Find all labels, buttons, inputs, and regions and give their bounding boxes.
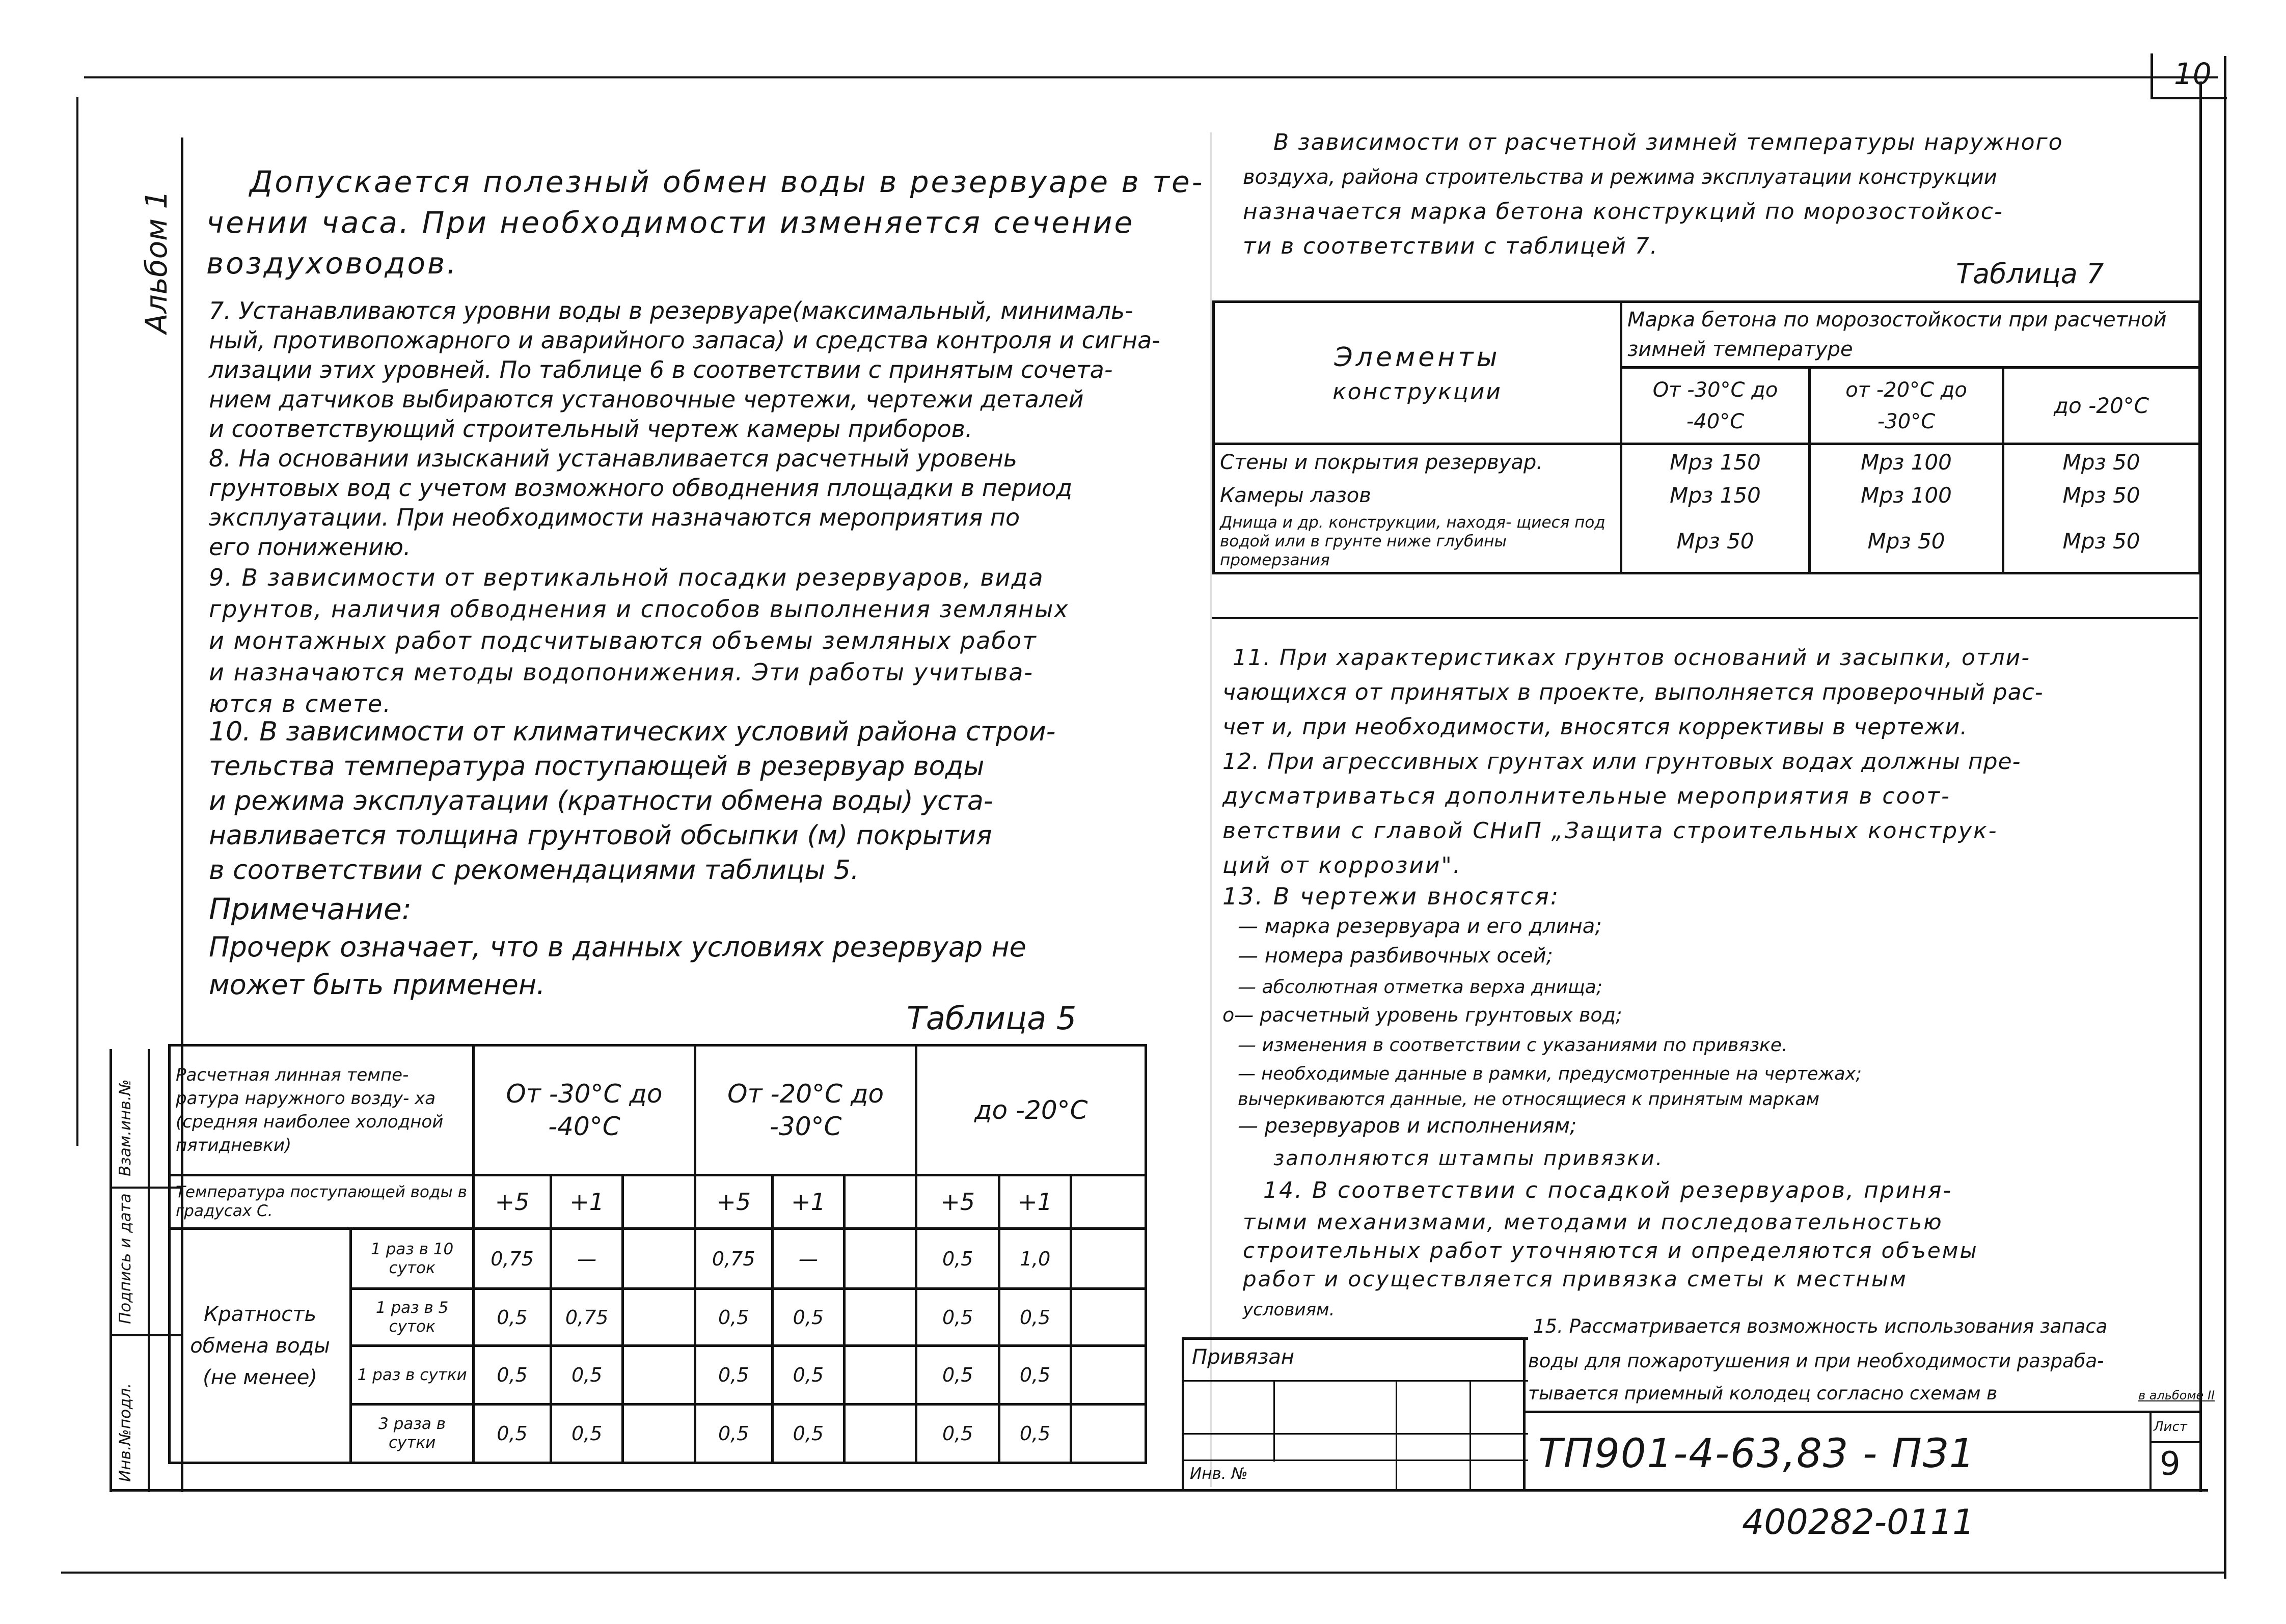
side-strip-left: [110, 1049, 112, 1492]
stamp-inner-v3: [1469, 1380, 1471, 1490]
table5-head-range: От -30°С до -40°С: [474, 1045, 695, 1175]
text-line: воздуха, района строительства и режима эксплуатации конструкции: [1243, 166, 1997, 189]
list-item: заполняются штампы привязки.: [1273, 1147, 1664, 1170]
text-line: воды для пожаротушения и при необходимости разраба-: [1528, 1350, 2104, 1372]
text-line: грунтов, наличия обводнения и способов выполнения земляных: [209, 595, 1069, 623]
table5-temp-label: Температура поступающей воды в градусах С.: [170, 1175, 474, 1229]
table5-cell: [1071, 1346, 1146, 1405]
table7-head-construction: конструкции: [1332, 378, 1502, 405]
table5-cell: 0,5: [916, 1229, 999, 1289]
stamp-bound-label: Привязан: [1192, 1345, 1295, 1369]
sheet-number: 9: [2160, 1445, 2181, 1483]
table5-row-label: 1 раз в сутки: [351, 1346, 474, 1405]
table7-cell: Мрз 50: [1810, 511, 2003, 573]
paragraph-13-title: 13. В чертежи вносятся:: [1222, 883, 1560, 910]
table5-temp-cell: +1: [551, 1175, 622, 1229]
table5-cell: 0,5: [474, 1289, 551, 1346]
table7-head-elements: Элементы: [1334, 342, 1501, 373]
table5-cell: 0,75: [695, 1229, 772, 1289]
table7-row-label: Днища и др. конструкции, находя- щиеся под водой или в грунте ниже глубины промерзания: [1214, 511, 1621, 573]
list-item: вычеркиваются данные, не относящиеся к принятым маркам: [1238, 1089, 1820, 1110]
table5-temp-cell: +5: [695, 1175, 772, 1229]
table7-cell: Мрз 100: [1810, 444, 2003, 480]
table5-temp-cell: +5: [916, 1175, 999, 1229]
table5-cell: 0,5: [999, 1346, 1071, 1405]
table7-cell: Мрз 150: [1621, 444, 1810, 480]
table7-head-top: Марка бетона по морозостойкости при расчетной зимней температуре: [1621, 302, 2200, 368]
text-line: и назначаются методы водопонижения. Эти работы учитыва-: [209, 658, 1034, 686]
list-item: — абсолютная отметка верха днища;: [1238, 977, 1602, 998]
table-row: [170, 1229, 1146, 1289]
table7-header-row: [1214, 302, 2200, 368]
stamp-inner-v2: [1396, 1380, 1397, 1490]
table5-cell: 0,5: [695, 1346, 772, 1405]
sheet-box-mid: [2149, 1441, 2200, 1443]
text-line: чет и, при необходимости, вносятся коррективы в чертежи.: [1222, 714, 1968, 740]
text-line: 10. В зависимости от климатических условий района строи-: [209, 717, 1056, 747]
table5-cell: [845, 1346, 916, 1405]
table5-cell: 0,5: [916, 1289, 999, 1346]
document-code: ТП901-4-63,83 - ПЗ1: [1538, 1431, 1976, 1477]
note-line: может быть применен.: [209, 969, 546, 1001]
table5-cell: [623, 1289, 695, 1346]
text-line: его понижению.: [209, 533, 411, 561]
table7-cell: Мрз 50: [2003, 511, 2200, 573]
text-line: назначается марка бетона конструкций по морозостойкос-: [1243, 199, 2003, 225]
sheet-box-left: [2149, 1411, 2152, 1490]
table5-cell: 0,5: [999, 1405, 1071, 1463]
table5-cell: 0,5: [474, 1346, 551, 1405]
table5-cell: 0,5: [551, 1405, 622, 1463]
table7-row-label: Стены и покрытия резервуар.: [1214, 444, 1621, 480]
text-line: ти в соответствии с таблицей 7.: [1243, 233, 1658, 259]
table7-cell: Мрз 150: [1621, 480, 1810, 511]
text-line: 12. При агрессивных грунтах или грунтовых водах должны пре-: [1222, 749, 2021, 775]
stamp-outer-left: [1182, 1337, 1184, 1490]
table5-cell: 0,75: [551, 1289, 622, 1346]
album-reference: в альбоме II: [2138, 1388, 2215, 1402]
page-corner-number: 10: [2174, 57, 2212, 91]
text-line: и монтажных работ подсчитываются объемы земляных работ: [209, 627, 1037, 654]
table5-head-label: Расчетная линная темпе- ратура наружного возду- ха (средняя наиболее холодной пятидневки): [170, 1045, 474, 1175]
table7-col-head: до -20°С: [2003, 368, 2200, 444]
table7-cell: Мрз 50: [2003, 444, 2200, 480]
table-5: [168, 1044, 1147, 1464]
table5-cell: [845, 1229, 916, 1289]
note-title: Примечание:: [209, 892, 412, 926]
table5-cell: 0,5: [695, 1289, 772, 1346]
table5-cell: 1,0: [999, 1229, 1071, 1289]
table5-cell: 0,5: [474, 1405, 551, 1463]
corner-box-left: [2151, 53, 2153, 99]
table5-temp-cell: [1071, 1175, 1146, 1229]
frame-right-line: [2224, 56, 2226, 1579]
table5-row-label: 1 раз в 5 суток: [351, 1289, 474, 1346]
side-col-replace-inv: Взам.инв.№: [116, 1079, 134, 1176]
table5-cell: 0,5: [772, 1289, 844, 1346]
text-line: 14. В соответствии с посадкой резервуаров, приня-: [1263, 1177, 1953, 1203]
table5-cell: [623, 1346, 695, 1405]
inner-frame-bottom: [110, 1489, 2208, 1492]
table7-cell: Мрз 50: [2003, 480, 2200, 511]
text-line: чающихся от принятых в проекте, выполняется проверочный рас-: [1222, 679, 2044, 705]
corner-box-bottom: [2151, 97, 2227, 99]
table5-cell: [1071, 1405, 1146, 1463]
side-strip-div-col: [148, 1049, 150, 1492]
text-line: ветствии с главой СНиП „Защита строительных конструк-: [1222, 818, 1998, 844]
album-label: Альбом 1: [139, 190, 174, 334]
table7-col-head: от -20°С до -30°С: [1810, 368, 2003, 444]
table5-rate-label: Кратность обмена воды (не менее): [170, 1229, 351, 1463]
frame-top-line: [84, 76, 2218, 78]
table5-cell: 0,5: [916, 1346, 999, 1405]
text-line: ций от коррозии".: [1222, 852, 1462, 878]
table5-row-label: 1 раз в 10 суток: [351, 1229, 474, 1289]
text-line: дусматриваться дополнительные мероприятия в соот-: [1222, 783, 1951, 809]
table5-temp-cell: [623, 1175, 695, 1229]
table5-temp-cell: +5: [474, 1175, 551, 1229]
text-line: работ и осуществляется привязка сметы к местным: [1243, 1267, 1908, 1291]
text-line: навливается толщина грунтовой обсыпки (м) покрытия: [209, 820, 992, 851]
table5-cell: 0,75: [474, 1229, 551, 1289]
table5-temp-cell: +1: [999, 1175, 1071, 1229]
text-line: 11. При характеристиках грунтов оснований и засыпки, отли-: [1233, 645, 2031, 671]
table7-underline: [1212, 617, 2198, 619]
text-line: и соответствующий строительный чертеж камеры приборов.: [209, 415, 973, 443]
table5-cell: 0,5: [772, 1346, 844, 1405]
text-line: тельства температура поступающей в резервуар воды: [209, 751, 985, 782]
frame-left-line: [76, 97, 78, 1146]
table5-cell: 0,5: [551, 1346, 622, 1405]
list-item: — марка резервуара и его длина;: [1238, 915, 1602, 938]
side-col-sign-date: Подпись и дата: [116, 1193, 134, 1324]
table5-cell: 0,5: [999, 1289, 1071, 1346]
column-divider: [1210, 132, 1212, 1487]
table5-cell: —: [772, 1229, 844, 1289]
list-item: о— расчетный уровень грунтовых вод;: [1222, 1004, 1622, 1026]
text-line: 15. Рассматривается возможность использования запаса: [1533, 1315, 2108, 1337]
stamp-col-divider: [1523, 1337, 1526, 1490]
text-line: грунтовых вод с учетом возможного обводнения площадки в период: [209, 474, 1073, 502]
table5-cell: 0,5: [772, 1405, 844, 1463]
table5-cell: 0,5: [916, 1405, 999, 1463]
stamp-row-3: [1182, 1433, 1528, 1435]
text-line: в соответствии с рекомендациями таблицы 5.: [209, 855, 859, 886]
inventory-number: 400282-01: [1742, 1502, 1931, 1543]
list-item: — номера разбивочных осей;: [1238, 944, 1553, 968]
stamp-row-4: [1182, 1460, 1528, 1461]
text-line: тыми механизмами, методами и последовательностью: [1243, 1209, 1943, 1234]
text-line: Допускается полезный обмен воды в резервуаре в те-: [250, 164, 1205, 199]
text-line: условиям.: [1243, 1300, 1335, 1320]
sheet-label: Лист: [2154, 1419, 2187, 1435]
text-line: ный, противопожарного и аварийного запаса) и средства контроля и сигна-: [209, 326, 1160, 354]
text-line: нием датчиков выбираются установочные чертежи, чертежи деталей: [209, 386, 1084, 413]
note-line: Прочерк означает, что в данных условиях резервуар не: [209, 931, 1026, 963]
table5-cell: [845, 1289, 916, 1346]
text-line: воздуховодов.: [206, 246, 458, 281]
table5-cell: —: [551, 1229, 622, 1289]
table7-title: Таблица 7: [1956, 258, 2104, 290]
table5-cell: [1071, 1289, 1146, 1346]
stamp-inner-v1: [1273, 1380, 1275, 1462]
table5-temp-cell: +1: [772, 1175, 844, 1229]
stamp-inv-no-label: Инв. №: [1190, 1465, 1248, 1483]
text-line: строительных работ уточняются и определяются объемы: [1243, 1238, 1978, 1263]
side-col-inv-orig: Инв.№подл.: [116, 1383, 134, 1482]
text-line: 9. В зависимости от вертикальной посадки резервуаров, вида: [209, 564, 1044, 591]
table5-head-range: до -20°С: [916, 1045, 1146, 1175]
table5-row-label: 3 раза в сутки: [351, 1405, 474, 1463]
table5-cell: [623, 1405, 695, 1463]
list-item: — изменения в соответствии с указаниями по привязке.: [1238, 1035, 1788, 1056]
table-row: [1214, 511, 2200, 573]
inner-frame-right: [2199, 81, 2202, 1492]
text-line: чении часа. При необходимости изменяется сечение: [206, 205, 1135, 240]
table5-cell: 0,5: [695, 1405, 772, 1463]
table5-title: Таблица 5: [907, 1000, 1077, 1037]
table5-temp-row: [170, 1175, 1146, 1229]
table7-col-head: От -30°С до -40°С: [1621, 368, 1810, 444]
text-line: эксплуатации. При необходимости назначаются мероприятия по: [209, 504, 1020, 531]
list-item: — необходимые данные в рамки, предусмотренные на чертежах;: [1238, 1064, 1862, 1084]
text-line: и режима эксплуатации (кратности обмена воды) уста-: [209, 786, 993, 816]
table5-cell: [845, 1405, 916, 1463]
table7-cell: Мрз 100: [1810, 480, 2003, 511]
stamp-row-1: [1182, 1380, 1528, 1382]
text-line: 7. Устанавливаются уровни воды в резервуаре(максимальный, минималь-: [209, 297, 1133, 324]
stamp-main-divider: [1523, 1411, 2200, 1413]
text-line: ются в смете.: [209, 690, 392, 718]
text-line: лизации этих уровней. По таблице 6 в соответствии с принятым сочета-: [209, 356, 1113, 383]
table5-cell: [623, 1229, 695, 1289]
inventory-suffix: 11: [1930, 1502, 1975, 1543]
table7-row-label: Камеры лазов: [1214, 480, 1621, 511]
table7-cell: Мрз 50: [1621, 511, 1810, 573]
stamp-top-line: [1182, 1337, 1528, 1340]
frame-bottom-line: [61, 1572, 2226, 1574]
table-7: [1212, 300, 2201, 574]
table5-head-range: От -20°С до -30°С: [695, 1045, 916, 1175]
table5-header-row: [170, 1045, 1146, 1175]
table-row: [1214, 444, 2200, 480]
list-item: — резервуаров и исполнениям;: [1238, 1114, 1577, 1138]
table5-cell: [1071, 1229, 1146, 1289]
table-row: [1214, 480, 2200, 511]
text-line: В зависимости от расчетной зимней температуры наружного: [1273, 129, 2063, 155]
table5-temp-cell: [845, 1175, 916, 1229]
table7-head-left: [1214, 302, 1621, 444]
text-line: тывается приемный колодец согласно схемам в: [1528, 1383, 1998, 1404]
text-line: 8. На основании изысканий устанавливается расчетный уровень: [209, 445, 1017, 472]
